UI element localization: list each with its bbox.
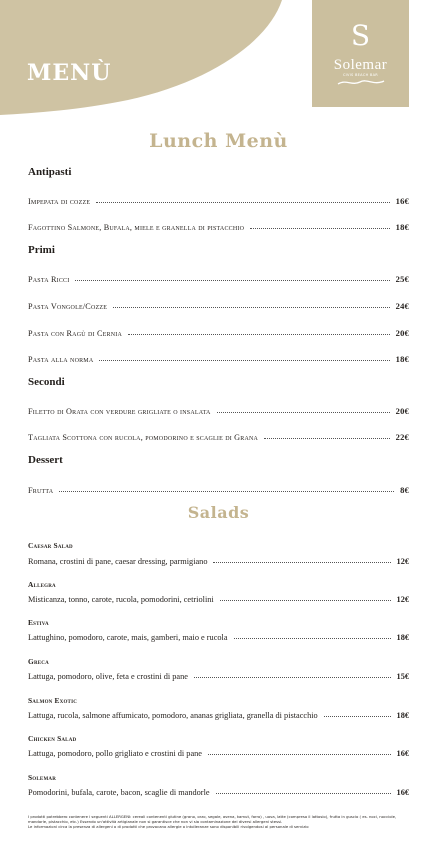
menu-item [28, 218, 409, 232]
item-price: 18€ [395, 222, 409, 232]
salad-desc: Lattughino, pomodoro, carote, mais, gamberi, maio e rucola [28, 633, 228, 642]
dot-leader [234, 638, 391, 639]
item-name: Filetto di Orata con verdure grigliate o insalata [28, 407, 211, 416]
item-name: Pasta Vongole/Cozze [28, 302, 108, 311]
dot-leader [217, 412, 390, 413]
dot-leader [264, 438, 390, 439]
menu-item [28, 270, 409, 284]
item-name: Pasta con Ragù di Cernia [28, 329, 122, 338]
salad-name: Estiva [28, 618, 49, 627]
item-name: Tagliata Scottona con rucola, pomodorino e scaglie di Grana [28, 433, 259, 442]
menu-item [28, 428, 409, 442]
decorative-corner-shape [0, 0, 300, 115]
salad-price: 18€ [396, 711, 409, 720]
item-price: 16€ [395, 196, 409, 206]
item-name: Pasta alla norma [28, 355, 94, 364]
item-price: 22€ [395, 432, 409, 442]
menu-item [28, 297, 409, 311]
dot-leader [75, 280, 389, 281]
menu-item [28, 481, 409, 495]
salad-name: Salmon Exotic [28, 696, 78, 705]
dot-leader [194, 677, 391, 678]
salad-desc: Misticanza, tonno, carote, rucola, pomodorini, cetriolini [28, 595, 214, 604]
item-price: 25€ [395, 274, 409, 284]
dot-leader [99, 360, 389, 361]
item-name: Pasta Ricci [28, 275, 70, 284]
menu-item [28, 324, 409, 338]
salad-desc: Pomodorini, bufala, carote, bacon, scaglie di mandorle [28, 788, 210, 797]
salad-price: 16€ [396, 788, 409, 797]
item-name: Frutta [28, 486, 54, 495]
section-antipasti: Antipasti [28, 166, 72, 178]
logo-tagline: CIVIS BEACH BAR [342, 73, 379, 77]
dot-leader [324, 716, 391, 717]
salad-price: 12€ [396, 557, 409, 566]
wave-icon [336, 77, 386, 87]
section-secondi: Secondi [28, 376, 65, 388]
salad-price: 15€ [396, 672, 409, 681]
salad-item [28, 745, 409, 758]
salad-item [28, 629, 409, 642]
salads-title: Salads [187, 503, 250, 522]
section-primi: Primi [28, 244, 55, 256]
menu-item [28, 192, 409, 206]
menu-item [28, 350, 409, 364]
salad-item [28, 668, 409, 681]
dot-leader [113, 307, 390, 308]
salad-name: Chicken Salad [28, 734, 77, 743]
item-price: 8€ [400, 485, 409, 495]
salad-name: Greca [28, 657, 49, 666]
menu-item [28, 402, 409, 416]
salad-item [28, 591, 409, 604]
dot-leader [96, 202, 389, 203]
dot-leader [250, 228, 390, 229]
section-dessert: Dessert [28, 454, 63, 466]
salad-desc: Lattuga, pomodoro, pollo grigliato e crostini di pane [28, 749, 202, 758]
solemar-logo [312, 0, 409, 107]
allergen-footnote [28, 814, 412, 830]
dot-leader [216, 793, 391, 794]
salad-item [28, 784, 409, 797]
item-name: Impepata di cozze [28, 197, 91, 206]
logo-monogram: S [350, 19, 371, 52]
menu-title: MENÙ [27, 60, 112, 86]
allergen-note-line1: I prodotti potrebbero contenere i seguenti ALLERGENI: cereali contenenti glutine (grano, orzo, segale, avena, kamut, farro) , uova, latte (compreso il lattosio), frutta in guscio ( es. noci, nocciole, mandorle, pistacchio, etc.) Essendo un'attività artigianale non si garantisce che non vi sia contaminazione dei diversi allergeni stessi. [28, 814, 397, 825]
salad-name: Allegra [28, 580, 56, 589]
salad-item [28, 707, 409, 720]
item-price: 18€ [395, 354, 409, 364]
salad-desc: Lattuga, pomodoro, olive, feta e crostini di pane [28, 672, 188, 681]
lunch-menu-title: Lunch Menù [149, 130, 288, 152]
allergen-note-line2: Le informazioni circa la presenza di allergeni o di prodotti che provocano allergie o intolleranze sono disponibili rivolgendosi al personale di servizio [28, 824, 309, 830]
item-price: 24€ [395, 301, 409, 311]
item-price: 20€ [395, 328, 409, 338]
salad-price: 18€ [396, 633, 409, 642]
salad-name: Caesar Salad [28, 541, 73, 550]
item-name: Fagottino Salmone, Bufala, miele e granella di pistacchio [28, 223, 245, 232]
salad-name: Solemar [28, 773, 57, 782]
dot-leader [208, 754, 391, 755]
salad-item [28, 553, 409, 566]
salad-price: 12€ [396, 595, 409, 604]
dot-leader [213, 562, 390, 563]
logo-name: Solemar [333, 57, 388, 73]
item-price: 20€ [395, 406, 409, 416]
dot-leader [59, 491, 394, 492]
dot-leader [220, 600, 391, 601]
dot-leader [128, 334, 390, 335]
salad-desc: Romana, crostini di pane, caesar dressing, parmigiano [28, 557, 208, 566]
salad-price: 16€ [396, 749, 409, 758]
salad-desc: Lattuga, rucola, salmone affumicato, pomodoro, ananas grigliata, granella di pistacchio [28, 711, 318, 720]
